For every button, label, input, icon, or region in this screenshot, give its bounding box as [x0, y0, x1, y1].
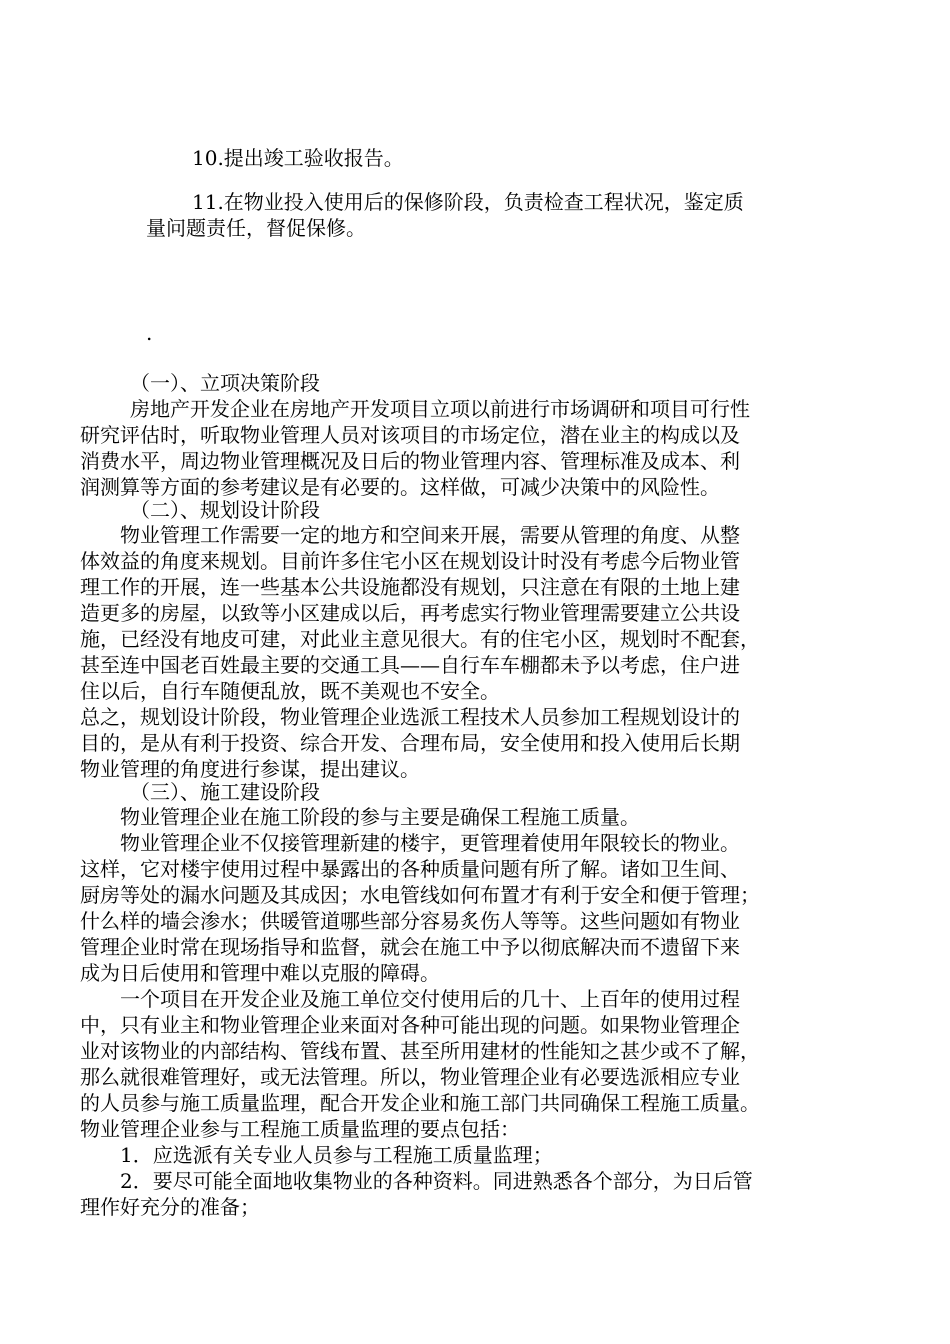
section-heading: （三）、施工建设阶段: [130, 780, 320, 804]
paragraph-line: 目的，是从有利于投资、综合开发、合理布局，安全使用和投入使用后长期: [80, 731, 740, 755]
paragraph-line: 这样，它对楼宇使用过程中暴露出的各种质量问题有所了解。诸如卫生间、: [80, 857, 740, 881]
paragraph-line: 施，已经没有地皮可建，对此业主意见很大。有的住宅小区，规划时不配套，: [80, 627, 760, 651]
paragraph-line: 造更多的房屋，以致等小区建成以后，再考虑实行物业管理需要建立公共设: [80, 601, 740, 625]
section-heading: （一）、立项决策阶段: [130, 371, 320, 395]
paragraph-line: 润测算等方面的参考建议是有必要的。这样做，可减少决策中的风险性。: [80, 475, 720, 499]
paragraph-line: 中，只有业主和物业管理企业来面对各种可能出现的问题。如果物业管理企: [80, 1013, 740, 1037]
paragraph-line: 房地产开发企业在房地产开发项目立项以前进行市场调研和项目可行性: [130, 397, 750, 421]
paragraph-line: 消费水平，周边物业管理概况及日后的物业管理内容、管理标准及成本、利: [80, 449, 740, 473]
paragraph-line: 物业管理的角度进行参谋，提出建议。: [80, 757, 420, 781]
paragraph-line: 理作好充分的准备；: [80, 1195, 260, 1219]
paragraph-line: 研究评估时，听取物业管理人员对该项目的市场定位，潜在业主的构成以及: [80, 423, 740, 447]
paragraph-line: 住以后，自行车随便乱放，既不美观也不安全。: [80, 679, 500, 703]
paragraph-line: 管理企业时常在现场指导和监督，就会在施工中予以彻底解决而不遗留下来: [80, 935, 740, 959]
paragraph-line: 什么样的墙会渗水；供暖管道哪些部分容易炙伤人等等。这些问题如有物业: [80, 909, 740, 933]
paragraph-line: 物业管理企业参与工程施工质量监理的要点包括：: [80, 1117, 520, 1141]
paragraph-line: 厨房等处的漏水问题及其成因；水电管线如何布置才有利于安全和便于管理；: [80, 883, 760, 907]
paragraph-line: 甚至连中国老百姓最主要的交通工具——自行车车棚都未予以考虑，住户进: [80, 653, 740, 677]
list-item-10: 10.提出竣工验收报告。: [192, 146, 404, 170]
paragraph-line: 那么就很难管理好，或无法管理。所以，物业管理企业有必要选派相应专业: [80, 1065, 740, 1089]
paragraph-line: 物业管理企业不仅接管理新建的楼宇，更管理着使用年限较长的物业。: [120, 831, 740, 855]
section-heading: （二）、规划设计阶段: [130, 498, 320, 522]
paragraph-line: 一个项目在开发企业及施工单位交付使用后的几十、上百年的使用过程: [120, 987, 740, 1011]
paragraph-line: 1．应选派有关专业人员参与工程施工质量监理；: [120, 1143, 553, 1167]
paragraph-line: 理工作的开展，连一些基本公共设施都没有规划，只注意在有限的土地上建: [80, 575, 740, 599]
paragraph-line: 总之，规划设计阶段，物业管理企业选派工程技术人员参加工程规划设计的: [80, 705, 740, 729]
paragraph-line: 成为日后使用和管理中难以克服的障碍。: [80, 961, 440, 985]
list-item-11-continued: 量问题责任，督促保修。: [146, 216, 366, 240]
stray-dot: .: [146, 321, 153, 345]
list-item-11: 11.在物业投入使用后的保修阶段，负责检查工程状况，鉴定质: [192, 190, 744, 214]
paragraph-line: 体效益的角度来规划。目前许多住宅小区在规划设计时没有考虑今后物业管: [80, 549, 740, 573]
paragraph-line: 2．要尽可能全面地收集物业的各种资料。同进熟悉各个部分，为日后管: [120, 1169, 753, 1193]
paragraph-line: 物业管理企业在施工阶段的参与主要是确保工程施工质量。: [120, 805, 640, 829]
paragraph-line: 物业管理工作需要一定的地方和空间来开展，需要从管理的角度、从整: [120, 523, 740, 547]
paragraph-line: 的人员参与施工质量监理，配合开发企业和施工部门共同确保工程施工质量。: [80, 1091, 760, 1115]
paragraph-line: 业对该物业的内部结构、管线布置、甚至所用建材的性能知之甚少或不了解，: [80, 1039, 760, 1063]
